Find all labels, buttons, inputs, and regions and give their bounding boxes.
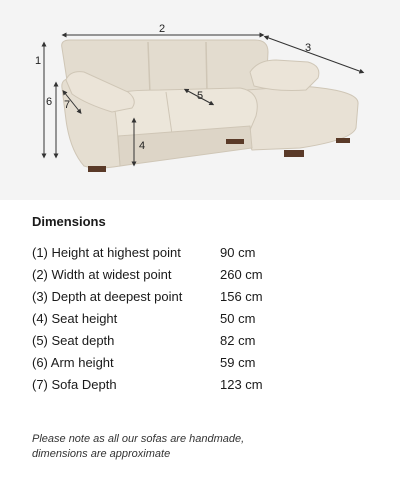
- marker-1: 1: [35, 55, 42, 67]
- dimension-row: [32, 351, 372, 373]
- dimensions-table: [32, 241, 372, 395]
- marker-7: 7: [64, 99, 71, 111]
- dimension-row: [32, 285, 372, 307]
- sofa-leg: [88, 166, 106, 172]
- dimensions-heading: Dimensions: [32, 214, 106, 229]
- dimension-row: [32, 263, 372, 285]
- sofa-leg: [336, 138, 350, 143]
- marker-3: 3: [305, 42, 312, 54]
- dimension-value: 90 cm: [220, 244, 256, 260]
- dimension-value: 59 cm: [220, 354, 256, 370]
- dimension-value: 260 cm: [220, 266, 263, 282]
- dimension-value: 50 cm: [220, 310, 256, 326]
- marker-6: 6: [46, 96, 53, 108]
- marker-5: 5: [197, 90, 204, 102]
- dimension-label: (2) Width at widest point: [32, 266, 172, 282]
- marker-4: 4: [139, 140, 146, 152]
- marker-2: 2: [159, 23, 166, 35]
- dimension-label: (1) Height at highest point: [32, 244, 181, 260]
- dimension-value: 123 cm: [220, 376, 263, 392]
- dimension-value: 82 cm: [220, 332, 256, 348]
- dimension-row: [32, 307, 372, 329]
- note-line-2: dimensions are approximate: [32, 448, 171, 460]
- dimension-value: 156 cm: [220, 288, 263, 304]
- note-line-1: Please note as all our sofas are handmade,: [32, 433, 245, 445]
- handmade-note: [32, 432, 352, 462]
- dimension-row: [32, 373, 372, 395]
- sofa-leg: [284, 150, 304, 157]
- scatter-cushion-right: [250, 60, 319, 91]
- dimension-row: [32, 329, 372, 351]
- dimension-label: (6) Arm height: [32, 354, 114, 370]
- dimension-row: [32, 241, 372, 263]
- sofa-leg: [226, 139, 244, 144]
- dimension-label: (5) Seat depth: [32, 332, 115, 348]
- dimension-label: (7) Sofa Depth: [32, 376, 117, 392]
- sofa-dimension-diagram: [0, 0, 400, 200]
- dimension-label: (4) Seat height: [32, 310, 118, 326]
- dimension-label: (3) Depth at deepest point: [32, 288, 183, 304]
